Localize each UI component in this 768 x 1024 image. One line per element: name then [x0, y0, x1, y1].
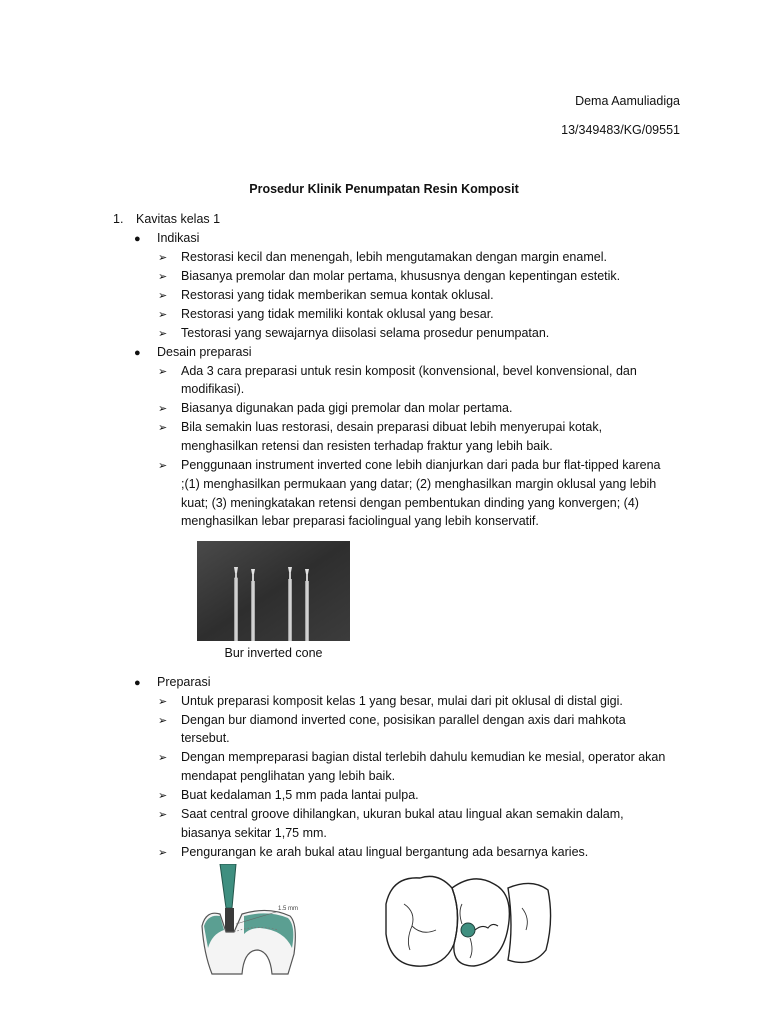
item-text: Untuk preparasi komposit kelas 1 yang besar, mulai dari pit oklusal di distal gigi. — [181, 694, 623, 708]
item-text: Restorasi kecil dan menengah, lebih mengutamakan dengan margin enamel. — [181, 250, 607, 264]
item-text: Restorasi yang tidak memberikan semua kontak oklusal. — [181, 288, 494, 302]
figure-caption: Bur inverted cone — [224, 646, 323, 660]
item-text: Restorasi yang tidak memiliki kontak oklusal yang besar. — [181, 307, 494, 321]
arrow-item — [158, 693, 623, 711]
item-text: Dengan mempreparasi bagian distal terlebih dahulu kemudian ke mesial, operator akan — [181, 750, 666, 764]
document-title: Prosedur Klinik Penumpatan Resin Komposit — [249, 182, 519, 196]
arrow-bullet-icon: ➢ — [158, 752, 168, 764]
item-text-continued: tersebut. — [181, 731, 230, 745]
item-text: Dengan bur diamond inverted cone, posisikan parallel dengan axis dari mahkota — [181, 713, 626, 727]
arrow-bullet-icon: ➢ — [158, 422, 168, 434]
arrow-item — [158, 249, 607, 267]
item-text-continued: biasanya sekitar 1,75 mm. — [181, 826, 327, 840]
arrow-bullet-icon: ➢ — [158, 696, 168, 708]
item-text: Pengurangan ke arah bukal atau lingual bergantung ada besarnya karies. — [181, 845, 589, 859]
arrow-item — [158, 268, 620, 286]
arrow-bullet-icon: ➢ — [158, 809, 168, 821]
section-heading — [113, 211, 220, 228]
item-text-continued: ;(1) menghasilkan permukaan yang datar; (2) menghasilkan margin oklusal yang lebih — [181, 477, 657, 491]
arrow-bullet-icon: ➢ — [158, 290, 168, 302]
arrow-bullet-icon: ➢ — [158, 847, 168, 859]
author-nim: 13/349483/KG/09551 — [561, 123, 680, 137]
item-text: Buat kedalaman 1,5 mm pada lantai pulpa. — [181, 788, 419, 802]
bullet-item — [134, 344, 252, 362]
arrow-item — [158, 457, 661, 475]
item-text-continued: modifikasi). — [181, 382, 245, 396]
item-text-continued: kuat; (3) meningkatakan retensi dengan pembentukan dinding yang konvergen; (4) — [181, 496, 639, 510]
arrow-item — [158, 806, 624, 824]
arrow-bullet-icon: ➢ — [158, 715, 168, 727]
item-text: Bila semakin luas restorasi, desain preparasi dibuat lebih menyerupai kotak, — [181, 420, 603, 434]
item-text-continued: menghasilkan retensi dan resisten terhadap fraktur yang lebih baik. — [181, 439, 553, 453]
item-text-continued: menghasilkan lebar preparasi faciolingual yang lebih konservatif. — [181, 514, 539, 528]
arrow-bullet-icon: ➢ — [158, 271, 168, 283]
arrow-bullet-icon: ➢ — [158, 328, 168, 340]
tooth-cross-section-diagram — [198, 864, 302, 978]
item-text-continued: mendapat penglihatan yang lebih baik. — [181, 769, 396, 783]
bullet-icon: ● — [134, 347, 141, 359]
arrow-item — [158, 712, 626, 730]
item-text: Saat central groove dihilangkan, ukuran bukal atau lingual akan semakin dalam, — [181, 807, 624, 821]
bullet-item — [134, 674, 211, 692]
arrow-item — [158, 844, 588, 862]
bur-inverted-cone-image — [197, 541, 350, 641]
arrow-item — [158, 749, 665, 767]
bur-tool — [234, 567, 238, 641]
arrow-bullet-icon: ➢ — [158, 403, 168, 415]
arrow-item — [158, 325, 549, 343]
arrow-bullet-icon: ➢ — [158, 790, 168, 802]
bullet-icon: ● — [134, 677, 141, 689]
arrow-item — [158, 419, 602, 437]
author-name: Dema Aamuliadiga — [575, 94, 680, 108]
arrow-item — [158, 287, 494, 305]
occlusal-view-diagram — [382, 864, 554, 976]
section-title: Kavitas kelas 1 — [136, 212, 221, 226]
arrow-item — [158, 787, 419, 805]
arrow-bullet-icon: ➢ — [158, 460, 168, 472]
arrow-item — [158, 306, 494, 324]
dimension-label: 1.5 mm — [278, 906, 299, 912]
item-text: Biasanya digunakan pada gigi premolar dan molar pertama. — [181, 401, 513, 415]
item-text: Ada 3 cara preparasi untuk resin komposit (konvensional, bevel konvensional, dan — [181, 364, 637, 378]
item-text: Biasanya premolar dan molar pertama, khususnya dengan kepentingan estetik. — [181, 269, 621, 283]
arrow-bullet-icon: ➢ — [158, 252, 168, 264]
bullet-icon: ● — [134, 233, 141, 245]
group-label: Desain preparasi — [157, 345, 252, 359]
section-number: 1. — [113, 212, 124, 226]
item-text: Testorasi yang sewajarnya diisolasi selama prosedur penumpatan. — [181, 326, 550, 340]
bullet-item — [134, 230, 199, 248]
author-block — [561, 93, 680, 139]
arrow-bullet-icon: ➢ — [158, 309, 168, 321]
item-text: Penggunaan instrument inverted cone lebih dianjurkan dari pada bur flat-tipped karena — [181, 458, 661, 472]
group-label: Indikasi — [157, 231, 200, 245]
arrow-item — [158, 400, 512, 418]
arrow-bullet-icon: ➢ — [158, 366, 168, 378]
group-label: Preparasi — [157, 675, 211, 689]
arrow-item — [158, 363, 637, 381]
